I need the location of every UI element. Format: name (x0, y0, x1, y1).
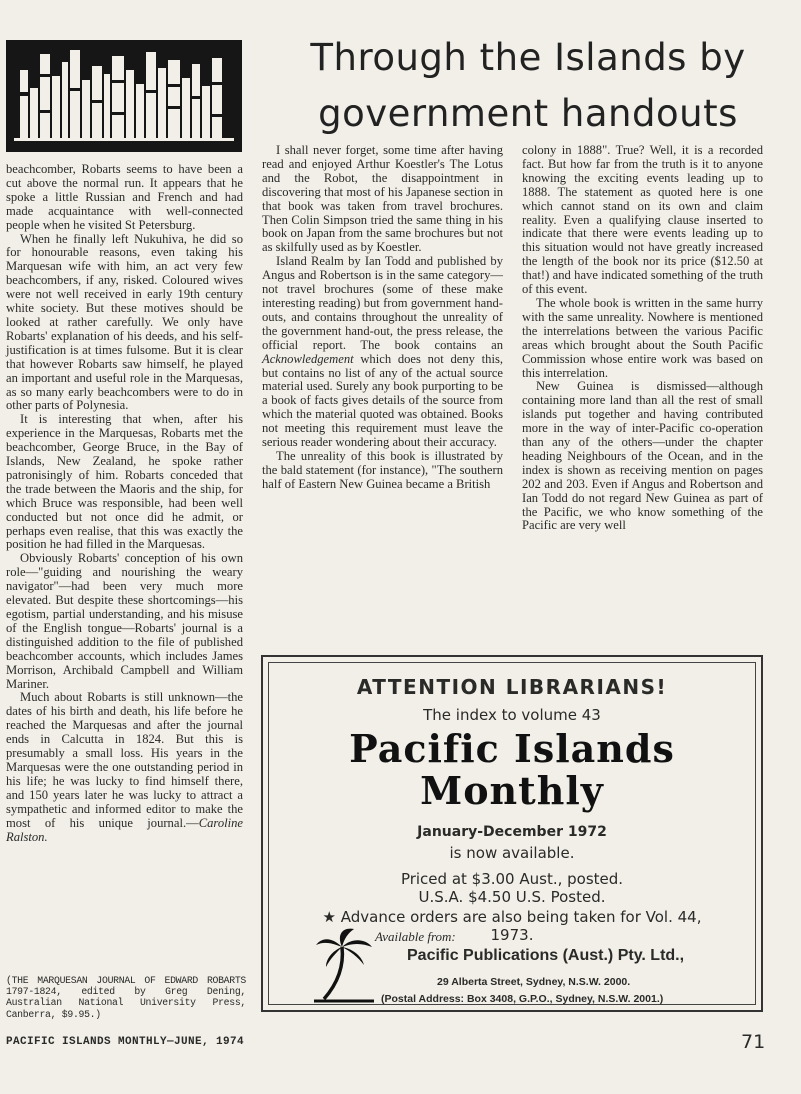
italic-term: Acknowledgement (262, 351, 354, 366)
bookshelf-icon (6, 40, 242, 152)
advertisement-box (261, 655, 763, 1012)
review-author: Caroline Ralston. (6, 815, 243, 844)
article-paragraph (6, 233, 243, 414)
paragraph-text: colony in 1888". True? Well, it is a recorded fact. But how far from the truth is it to anyone knowing the exciting events leading up to 1888. The statement as quoted here is one which cannot stand on its own and claim reality. Even a qualifying clause inserted to indicate that there were events leading up to this situation would not have greatly increased the length of the book nor its price ($12.50 at that!) and have indicated something of the truth of this event. (522, 143, 763, 297)
article-paragraph (522, 297, 763, 380)
paragraph-text: New Guinea is dismissed—although containing more land than all the rest of small islands put together and having contributed more in the way of inter-Pacific co-operation than any of the others—under the chapter heading Neighbours of the Ocean, and in the index is shown as receiving mention on pages 202 and 203. Even if Angus and Robertson and Ian Todd do not regard New Guinea as part of the Pacific, we who know something of the Pacific are very well (522, 379, 763, 533)
article-paragraph (262, 255, 503, 450)
article-paragraph (6, 163, 243, 233)
ad-period: January-December 1972 (417, 824, 607, 840)
article-paragraph (6, 552, 243, 691)
paragraph-text: The whole book is written in the same hurry with the same unreality. Nowhere is mentioned the interrelations between the various Pacific areas which brought about the South Pacific Commission whose entire work was based on this interrelation. (522, 295, 763, 380)
ad-available-from: Available from: (375, 929, 456, 944)
ad-index-line: The index to volume 43 (423, 706, 601, 724)
paragraph-text: beachcomber, Robarts seems to have been a cut above the normal run. It appears that he spoke a little Russian and French and had made acquaintance with well-connected people when he visited St Petersburg. (6, 162, 243, 232)
bookshelf-logo (6, 40, 242, 152)
ad-street-address: 29 Alberta Street, Sydney, N.S.W. 2000. (437, 976, 631, 988)
article-column-2 (262, 144, 503, 492)
article-paragraph (262, 450, 503, 492)
page-number: 71 (741, 1031, 766, 1053)
article-headline: Through the Islands by government handouts (310, 36, 746, 135)
ad-masthead-line-2: Monthly (420, 768, 604, 813)
ad-advance-orders: ★ Advance orders are also being taken for Vol. 44, 1973. (322, 908, 702, 944)
ad-heading: ATTENTION LIBRARIANS! (356, 675, 668, 699)
article-paragraph (6, 413, 243, 552)
ad-masthead-line-1: Pacific Islands (349, 726, 675, 771)
paragraph-text: When he finally left Nukuhiva, he did so for honourable reasons, even taking his Marquesan wife with him, an act very few beachcombers, if any, risked. Coloured wives were not well received in early 19th century white society. But these motives should be looked at rather carefully. We only have Robarts' explanation of his deeds, and his self-justification is at times fulsome. But it is clear that however Robarts saw himself, he played an important and useful role in the Marquesas, as so many early beachcombers were to do in other parts of Polynesia. (6, 231, 243, 413)
ad-company: Pacific Publications (Aust.) Pty. Ltd., (407, 947, 685, 964)
paragraph-text: I shall never forget, some time after having read and enjoyed Arthur Koestler's The Lotus and the Robot, the disappointment in discovering that most of his Japanese section in that book was taken from travel brochures. Then Colin Simpson tried the same thing in his book on Japan from the same brochures but not as skilfully used as by Koestler. (262, 143, 503, 255)
paragraph-text-continued: which does not deny this, but contains no list of any of the actual source material used. Surely any book purporting to be a book of facts gives details of the source from which the material quoted was obtained. Books not meeting this requirement must leave the serious reader wondering about their accuracy. (262, 351, 503, 450)
article-paragraph (522, 380, 763, 533)
paragraph-text: Island Realm by Ian Todd and published by Angus and Robertson is in the same category—not travel brochures (some of these make interesting reading) but from government hand-outs, and contains throughout the unreality of the government hand-out, the press release, the official report. The book contains an (262, 254, 503, 352)
article-paragraph (6, 691, 243, 844)
review-citation: (THE MARQUESAN JOURNAL OF EDWARD ROBARTS 1797-1824, edited by Greg Dening, Australian National University Press, Canberra, $9.95.) (6, 975, 246, 1020)
article-column-3 (522, 144, 763, 533)
ad-postal-address: (Postal Address: Box 3408, G.P.O., Sydney, N.S.W. 2001.) (381, 993, 664, 1005)
palm-tree-icon (314, 925, 374, 1005)
ad-price-usa: U.S.A. $4.50 U.S. Posted. (418, 888, 606, 906)
article-paragraph (262, 144, 503, 255)
paragraph-text: Much about Robarts is still unknown—the dates of his birth and death, his life before he reached the Marquesas and after the journal ends in Calcutta in 1824. But this is presumably a small loss. His years in the Marquesas were the one outstanding period in his life; he was lucky to find himself there, and 150 years later he was lucky to attract a sympathetic and informed editor to make the most of his unique journal.— (6, 690, 243, 830)
paragraph-text: Obviously Robarts' conception of his own role—"guiding and nourishing the weary navigator"—had been very much more elevated. But despite these shortcomings—his egotism, partial understanding, and his misuse of the English tongue—Robarts' journal is a distinguished addition to the file of published beachcomber accounts, which includes James Morrison, Archibald Campbell and William Mariner. (6, 551, 243, 691)
ad-availability: is now available. (449, 844, 575, 862)
article-column-1 (6, 163, 243, 844)
advertisement-inner-frame (268, 662, 756, 1005)
ad-masthead (269, 728, 755, 812)
paragraph-text: It is interesting that when, after his experience in the Marquesas, Robarts met the beachcomber, George Bruce, in the Bay of Islands, New Zealand, he spoke rather patronisingly of him. Robarts conceded that the trade between the Maoris and the ship, for which Bruce was responsible, had been well conducted but not once did he admit, or perhaps even realise, that this was exactly the position he had filled in the Marquesas. (6, 412, 243, 552)
paragraph-text: The unreality of this book is illustrated by the bald statement (for instance), "The southern half of Eastern New Guinea became a British (262, 448, 503, 491)
ad-price-australia: Priced at $3.00 Aust., posted. (400, 870, 624, 888)
footer-masthead: PACIFIC ISLANDS MONTHLY—JUNE, 1974 (6, 1036, 245, 1048)
article-paragraph (522, 144, 763, 297)
